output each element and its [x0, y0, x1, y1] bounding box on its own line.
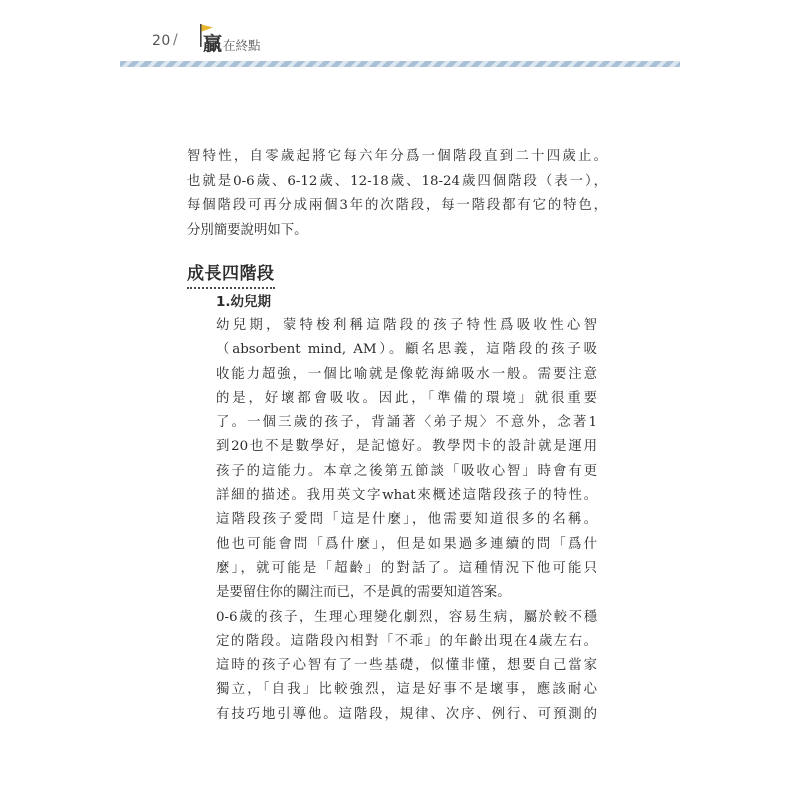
- section-heading: 成長四階段: [187, 263, 275, 289]
- intro-line: 也就是0-6歲、6-12歲、12-18歲、18-24歲四個階段（表一），: [187, 173, 607, 189]
- header-separator: /: [173, 32, 178, 48]
- body-line: 麼」，就可能是「超齡」的對話了。這種情況下他可能只: [216, 560, 597, 576]
- book-title: [203, 29, 261, 56]
- body-line: （absorbent mind, AM）。顧名思義，這階段的孩子吸: [216, 342, 597, 358]
- header-stripe: [120, 61, 680, 67]
- book-title-small: 在終點: [223, 38, 261, 53]
- body-line: 是要留住你的關注而已，不是眞的需要知道答案。: [216, 585, 511, 601]
- intro-line: 分別簡要說明如下。: [187, 222, 308, 238]
- body-line: 他也可能會問「爲什麼」，但是如果過多連續的問「爲什: [216, 536, 597, 552]
- book-title-big: 贏: [203, 33, 223, 55]
- body-line: 這階段孩子愛問「這是什麼」，他需要知道很多的名稱。: [216, 512, 597, 528]
- intro-paragraph: [187, 145, 607, 243]
- body-line: 幼兒期，蒙特梭利稱這階段的孩子特性爲吸收性心智: [216, 318, 597, 333]
- body-line: 這時的孩子心智有了一些基礎，似懂非懂，想要自己當家: [216, 658, 597, 674]
- body-line: 定的階段。這階段內相對「不乖」的年齡出現在4歲左右。: [216, 633, 597, 649]
- intro-line: 每個階段可再分成兩個3年的次階段，每一階段都有它的特色，: [187, 198, 607, 213]
- body-paragraph: [216, 314, 597, 727]
- page-number: 20: [152, 33, 171, 49]
- body-line: 獨立，「自我」比較強烈，這是好事不是壞事，應該耐心: [216, 682, 597, 698]
- body-line: 孩子的這能力。本章之後第五節談「吸收心智」時會有更: [216, 463, 597, 479]
- sub-heading: 1.幼兒期: [216, 294, 272, 310]
- body-line: 的是，好壞都會吸收。因此，「準備的環境」就很重要: [216, 390, 597, 406]
- body-line: 0-6歲的孩子，生理心理變化劇烈，容易生病，屬於較不穩: [216, 609, 597, 625]
- intro-line: 智特性，自零歲起將它每六年分爲一個階段直到二十四歲止。: [187, 149, 607, 164]
- body-line: 到20也不是數學好，是記憶好。教學閃卡的設計就是運用: [216, 439, 597, 455]
- body-line: 了。一個三歲的孩子，背誦著〈弟子規〉不意外，念著1: [216, 415, 597, 431]
- body-line: 有技巧地引導他。這階段，規律、次序、例行、可預測的: [216, 706, 597, 722]
- body-line: 詳細的描述。我用英文字what來概述這階段孩子的特性。: [216, 488, 597, 504]
- body-line: 收能力超強，一個比喻就是像乾海綿吸水一般。需要注意: [216, 366, 597, 382]
- page-header: [0, 0, 800, 70]
